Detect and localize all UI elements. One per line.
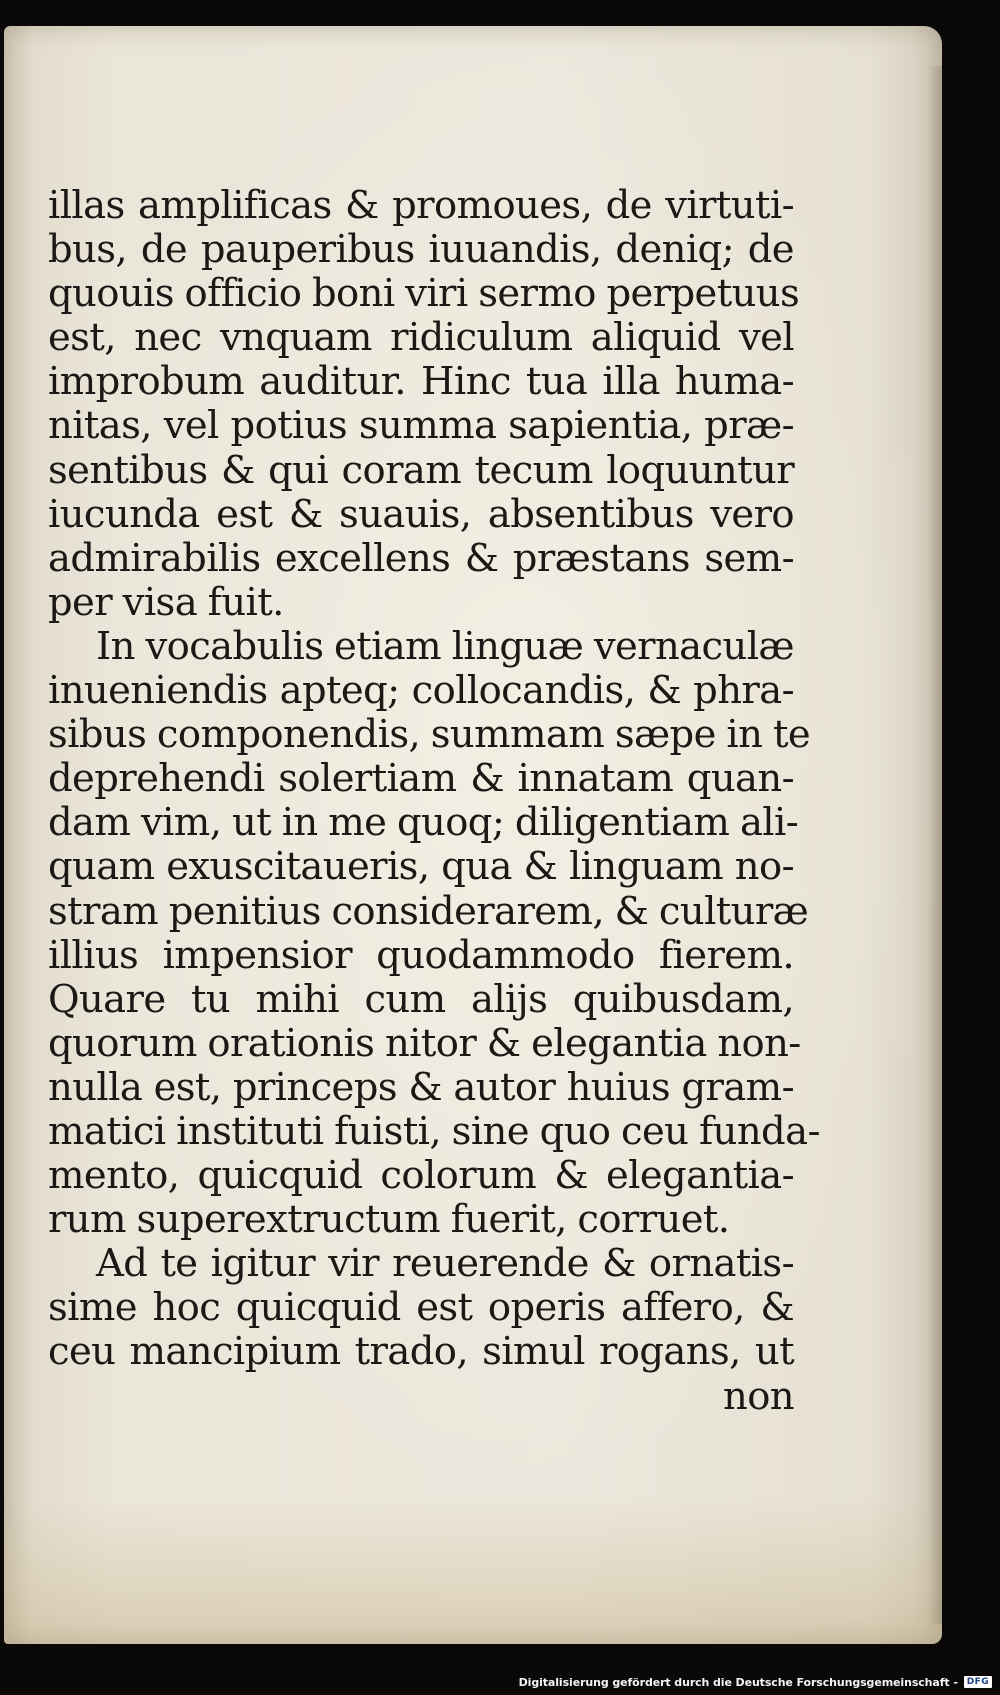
text-line-26: sime hoc quicquid est operis affero, & bbox=[48, 1285, 794, 1331]
book-page bbox=[4, 26, 942, 1644]
catchword: non bbox=[723, 1373, 794, 1419]
text-line-24: rum superextructum fuerit, corruet. bbox=[48, 1197, 730, 1243]
text-line-13: sibus componendis, summam sæpe in te bbox=[48, 712, 811, 758]
text-line-9: admirabilis excellens & præstans sem- bbox=[48, 535, 794, 581]
text-line-3: quouis officio boni viri sermo perpetuus bbox=[48, 271, 800, 317]
text-line-23: mento, quicquid colorum & elegantia- bbox=[48, 1153, 794, 1199]
credit-text: Digitalisierung gefördert durch die Deutsche Forschungsgemeinschaft - bbox=[518, 1675, 958, 1689]
page-text bbox=[48, 183, 820, 1419]
text-line-11: In vocabulis etiam linguæ vernaculæ bbox=[96, 623, 794, 669]
digitization-credit bbox=[519, 1673, 992, 1691]
dfg-logo-icon: DFG bbox=[964, 1676, 992, 1688]
text-line-19: Quare tu mihi cum alijs quibusdam, bbox=[48, 976, 794, 1022]
text-line-12: inueniendis apteq; collocandis, & phra- bbox=[48, 668, 794, 714]
text-line-1: illas amplificas & promoues, de virtuti- bbox=[48, 183, 794, 228]
text-line-8: iucunda est & suauis, absentibus vero bbox=[48, 491, 794, 537]
text-line-14: deprehendi solertiam & innatam quan- bbox=[48, 756, 794, 802]
text-line-25: Ad te igitur vir reuerende & ornatis- bbox=[96, 1241, 794, 1287]
text-line-2: bus, de pauperibus iuuandis, deniq; de bbox=[48, 227, 794, 273]
text-line-22: matici instituti fuisti, sine quo ceu funda- bbox=[48, 1108, 820, 1154]
text-line-10: per visa fuit. bbox=[48, 579, 284, 625]
text-line-7: sentibus & qui coram tecum loquuntur bbox=[48, 447, 794, 493]
text-line-5: improbum auditur. Hinc tua illa huma- bbox=[48, 359, 794, 405]
text-line-27: ceu mancipium trado, simul rogans, ut bbox=[48, 1329, 794, 1375]
text-line-4: est, nec vnquam ridiculum aliquid vel bbox=[48, 315, 794, 361]
text-line-15: dam vim, ut in me quoq; diligentiam ali- bbox=[48, 800, 799, 846]
text-line-21: nulla est, princeps & autor huius gram- bbox=[48, 1064, 794, 1110]
text-line-17: stram penitius considerarem, & culturæ bbox=[48, 888, 809, 934]
text-line-16: quam exuscitaueris, qua & linguam no- bbox=[48, 844, 794, 890]
text-line-18: illius impensior quodammodo fierem. bbox=[48, 932, 794, 978]
text-line-20: quorum orationis nitor & elegantia non- bbox=[48, 1020, 801, 1066]
text-line-6: nitas, vel potius summa sapientia, præ- bbox=[48, 403, 794, 449]
